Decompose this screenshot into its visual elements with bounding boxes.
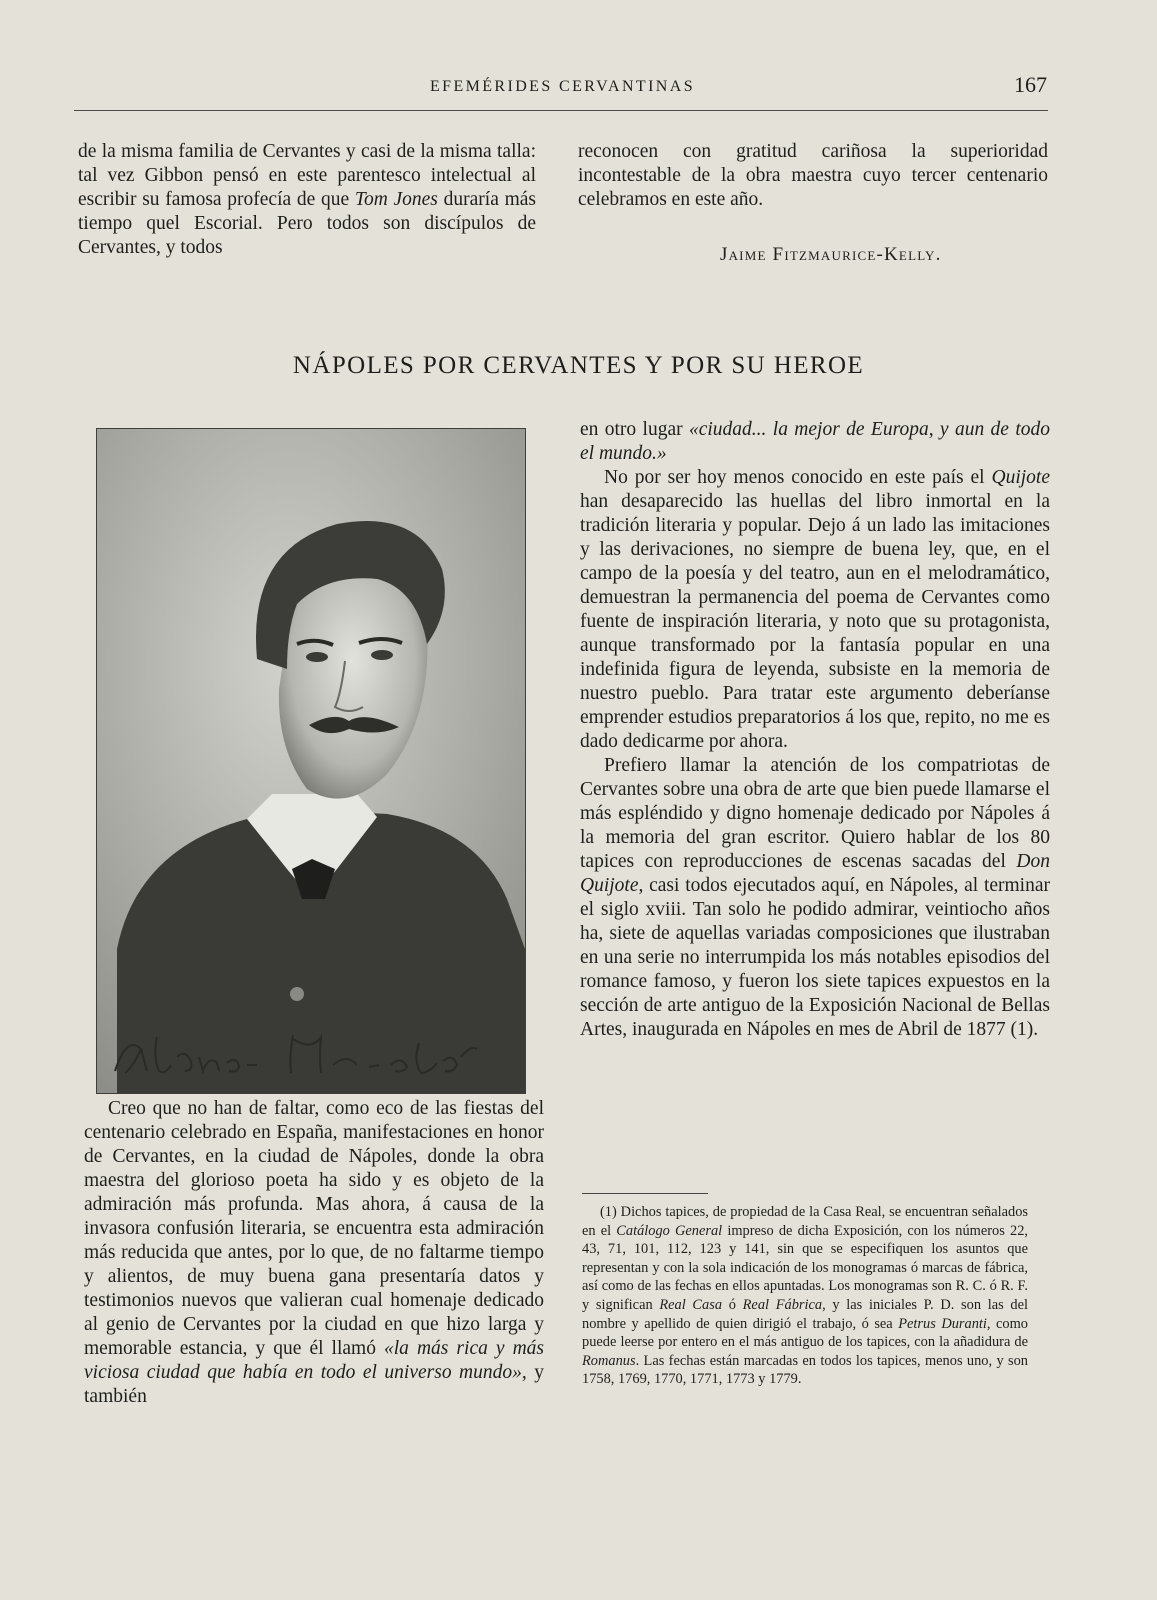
italic-run: Real Fábrica	[742, 1296, 823, 1313]
italic-title: Tom Jones	[354, 189, 438, 210]
text-run: duraría más tiempo quel Escorial. Pero todos son discípulos de Cervantes, y todos	[78, 189, 536, 258]
article-left-column	[84, 1097, 544, 1409]
footnote-rule	[582, 1193, 708, 1194]
italic-quote: «la más rica y más viciosa ciudad que había en todo el universo mundo»	[84, 1338, 544, 1383]
article-right-column	[580, 418, 1050, 1042]
portrait-photo	[96, 428, 526, 1094]
handwritten-signature	[107, 1027, 507, 1081]
prev-article-left-column	[78, 140, 536, 260]
italic-title: Quijote	[991, 467, 1050, 488]
text-run: de la misma familia de Cervantes y casi de la misma talla: tal vez Gibbon pensó en este parentesco intelectual al escribir su famosa profecía de que	[78, 141, 536, 210]
portrait-signature	[107, 1027, 507, 1081]
portrait-illustration	[97, 429, 525, 1093]
text-run: (1) Dichos tapices, de propiedad de la Casa Real, se encuentran señalados en el	[582, 1204, 1028, 1239]
text-run: Prefiero llamar la atención de los compatriotas de Cervantes sobre una obra de arte que bien puede llamarse el más espléndido y digno homenaje dedicado por Nápoles á la memoria del gran escritor. Quiero hablar de los 80 tapices con reproducciones de escenas sacadas del	[580, 755, 1050, 872]
article-paragraph	[84, 1097, 544, 1409]
italic-run: Real Casa	[659, 1296, 723, 1313]
article-paragraph	[580, 418, 1050, 466]
text-run: han desaparecido las huellas del libro inmortal en la tradición literaria y popular. Dejo á un lado las imitaciones y las derivaciones, no siempre de buena ley, que, en el campo de la poesía y del teatro, aun en el melodramático, demuestran la permanencia del poema de Cervantes como fuente de inspiración literaria, y noto que su protagonista, aunque transformado por la fantasía popular en una indefinida figura de leyenda, subsiste en la memoria de nuestro pueblo. Para tratar este argumento deberíanse emprender estudios preparatorios á los que, repito, no me es dado dedicarme por ahora.	[580, 491, 1050, 752]
text-run: ó	[722, 1296, 743, 1313]
italic-run: Catálogo General	[616, 1222, 723, 1239]
page-number: 167	[1014, 72, 1047, 97]
italic-title: Don Quijote	[580, 851, 1050, 896]
page-header	[78, 72, 1047, 96]
prev-article-paragraph: reconocen con gratitud cariñosa la superioridad incontestable de la obra maestra cuyo tercer centenario celebramos en este año.	[578, 141, 1048, 210]
article-paragraph	[580, 754, 1050, 1042]
article-title: NÁPOLES POR CERVANTES Y POR SU HEROE	[292, 352, 865, 379]
text-run: . Las fechas están marcadas en todos los tapices, menos uno, y son 1758, 1769, 1770, 1771, 1773 y 1779.	[582, 1352, 1028, 1388]
article-paragraph	[580, 466, 1050, 754]
text-run: , casi todos ejecutados aquí, en Nápoles, al terminar el siglo xviii. Tan solo he podido admirar, veintiocho años ha, siete de aquellas variadas composiciones que ilustraban en una serie no interrumpida los más notables episodios del romance famoso, y fueron los siete tapices expuestos en la sección de arte antiguo de la Exposición Nacional de Bellas Artes, inaugurada en Nápoles en mes de Abril de 1877 (1).	[580, 875, 1050, 1040]
text-run: en otro lugar	[580, 419, 689, 440]
prev-article-paragraph	[78, 140, 536, 260]
footnote	[582, 1203, 1028, 1389]
text-run: No por ser hoy menos conocido en este país el	[604, 467, 992, 488]
prev-article-right-column	[578, 140, 1048, 212]
italic-run: Romanus	[582, 1352, 636, 1369]
text-run: , como puede leerse por entero en el más antiguo de los tapices, con la añadidura de	[582, 1315, 1029, 1351]
italic-run: Petrus Duranti	[898, 1315, 987, 1332]
author-signature: Jaime Fitzmaurice-Kelly.	[720, 244, 942, 265]
italic-quote: «ciudad... la mejor de Europa, y aun de todo el mundo.»	[580, 419, 1050, 464]
header-rule	[74, 110, 1048, 111]
text-run: Creo que no han de faltar, como eco de las fiestas del centenario celebrado en España, manifestaciones en honor de Cervantes, en la ciudad de Nápoles, donde la obra maestra del glorioso poeta ha sido y es objeto de la admiración más profunda. Mas ahora, á causa de la invasora confusión literaria, se encuentra esta admiración más reducida que antes, por lo que, de no faltarme tiempo y alientos, de muy buena gana presentaría datos y testimonios nuevos que valieran cual homenaje dedicado al genio de Cervantes por la ciudad en que hizo larga y memorable estancia, y que él llamó	[84, 1098, 544, 1359]
text-run: , y las iniciales P. D. son las del nombre y apellido de quien dirigió el trabajo, ó sea	[582, 1296, 1029, 1332]
text-run: impreso de dicha Exposición, con los números 22, 43, 71, 101, 112, 123 y 141, sin que se especifiquen los asuntos que representan y con la sola indicación de los monogramas ó marcas de fábrica, así como de las fechas en ellos apuntadas. Los monogramas son R. C. ó R. F. y significan	[582, 1222, 1028, 1313]
running-title: EFEMÉRIDES CERVANTINAS	[429, 78, 696, 95]
text-run: , y también	[84, 1362, 544, 1407]
